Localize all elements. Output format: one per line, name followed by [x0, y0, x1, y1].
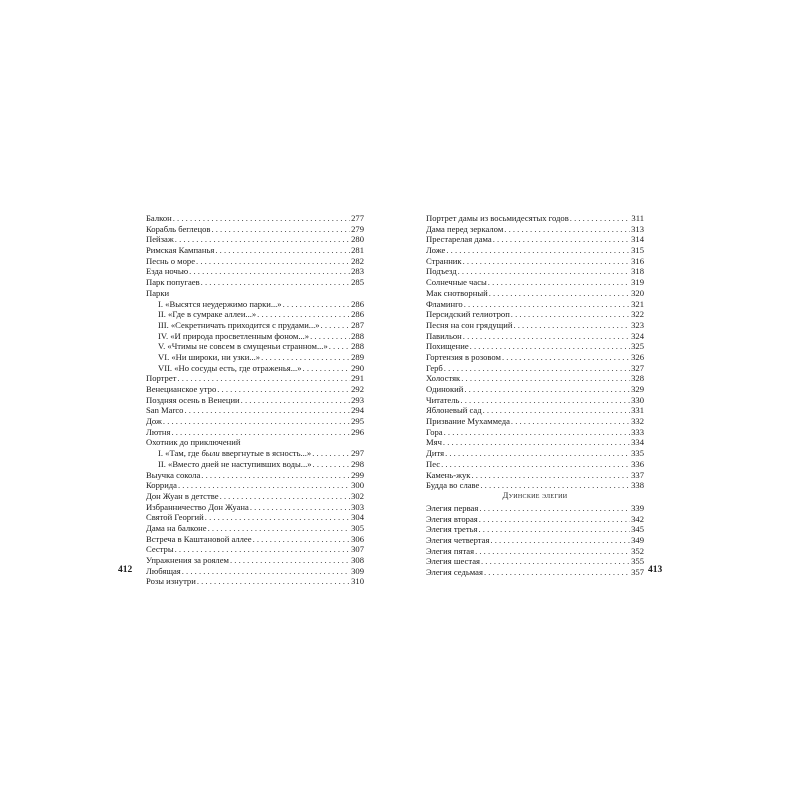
toc-entry: [146, 373, 364, 384]
toc-entry: [146, 491, 364, 502]
dot-leader: [173, 213, 350, 224]
toc-entry: [146, 437, 364, 448]
toc-entry-title: Мяч: [426, 437, 442, 448]
dot-leader: [241, 395, 350, 406]
dot-leader: [329, 341, 350, 352]
toc-entry-page: 298: [351, 458, 364, 469]
toc-entry: [146, 459, 364, 470]
toc-entry: [426, 245, 644, 256]
toc-entry-page: 283: [351, 266, 364, 277]
toc-entry-title: Мак снотворный: [426, 287, 488, 298]
dot-leader: [197, 576, 350, 587]
toc-entry-page: 280: [351, 234, 364, 245]
toc-entry: [146, 352, 364, 363]
toc-entry-page: 302: [351, 490, 364, 501]
toc-entry-title: Поздняя осень в Венеции: [146, 394, 240, 405]
toc-entry-title: Элегия пятая: [426, 545, 475, 556]
dot-leader: [479, 503, 630, 514]
toc-entry-title: Охотник до приключений: [146, 437, 241, 448]
toc-entry: [146, 299, 364, 310]
toc-entry: [146, 470, 364, 481]
toc-entry: [426, 503, 644, 514]
toc-entry-page: 339: [631, 503, 644, 513]
toc-entry: [146, 480, 364, 491]
toc-entry-title: Элегия шестая: [426, 556, 480, 567]
toc-entry-title: Гортензия в розовом: [426, 351, 501, 362]
toc-entry: [146, 213, 364, 224]
toc-entry-page: 297: [351, 448, 364, 459]
toc-entry-title: Любящая: [146, 565, 181, 576]
dot-leader: [570, 213, 631, 224]
toc-entry-title: Балкон: [146, 213, 172, 223]
toc-entry-title: Упражнения за роялем: [146, 555, 229, 565]
dot-leader: [445, 448, 630, 459]
toc-entry-page: 335: [631, 448, 644, 459]
toc-entry: [426, 459, 644, 470]
toc-entry: [146, 395, 364, 406]
toc-entry-page: 300: [351, 480, 364, 491]
toc-entry: [426, 373, 644, 384]
toc-entry-title: Пес: [426, 458, 441, 469]
toc-entry-title: Дож: [146, 416, 162, 427]
toc-entry-page: 329: [631, 384, 644, 394]
dot-leader: [217, 384, 350, 395]
toc-entry-title: Подъезд: [426, 266, 457, 277]
toc-entry: [426, 448, 644, 459]
toc-entry-title: Элегия первая: [426, 503, 479, 513]
dot-leader: [481, 556, 630, 567]
dot-leader: [460, 395, 630, 406]
toc-entry-title: Ложе: [426, 245, 446, 256]
toc-entry-title: Парк попугаев: [146, 277, 200, 288]
dot-leader: [446, 245, 630, 256]
toc-entry-title: Элегия третья: [426, 524, 478, 535]
toc-entry-title: I. «Высятся неудержимо парки...»: [158, 298, 282, 309]
toc-entry-page: 288: [351, 330, 364, 341]
toc-entry: [146, 320, 364, 331]
toc-entry: [146, 245, 364, 256]
dot-leader: [502, 352, 630, 363]
dot-leader: [493, 234, 630, 245]
dot-leader: [312, 448, 350, 459]
toc-entry-title: Святой Георгий: [146, 512, 204, 523]
toc-entry: [426, 213, 644, 224]
dot-leader: [220, 491, 351, 502]
toc-entry-page: 337: [631, 469, 644, 480]
toc-entry-title: Герб: [426, 362, 443, 373]
toc-entry-page: 338: [631, 480, 644, 491]
toc-entry: [426, 514, 644, 525]
toc-entry: [146, 363, 364, 374]
toc-entry-page: 303: [351, 501, 364, 512]
toc-entry-page: 307: [351, 544, 364, 555]
toc-entry-page: 308: [351, 555, 364, 565]
toc-entry-page: 319: [631, 277, 644, 288]
toc-entry-title: V. «Чтимы не совсем в смущеньи странном...»: [158, 341, 328, 352]
toc-entry-page: 311: [631, 213, 644, 223]
toc-entry: [426, 416, 644, 427]
toc-entry-page: 320: [631, 287, 644, 298]
toc-entry: [426, 546, 644, 557]
toc-entry: [426, 288, 644, 299]
dot-leader: [463, 331, 630, 342]
dot-leader: [511, 309, 630, 320]
toc-entry-page: 309: [351, 565, 364, 576]
toc-entry-page: 327: [631, 362, 644, 373]
toc-entry-title: Парки: [146, 287, 170, 298]
toc-entry: [146, 277, 364, 288]
toc-entry-page: 293: [351, 394, 364, 405]
toc-entry-title: Элегия седьмая: [426, 567, 483, 578]
toc-entry-title: Песня на сон грядущий: [426, 319, 513, 330]
toc-entry-page: 334: [631, 437, 644, 448]
toc-entry-title: Дон Жуан в детстве: [146, 490, 219, 501]
right-page: [400, 0, 800, 800]
toc-entry-page: 277: [351, 213, 364, 223]
dot-leader: [196, 256, 350, 267]
toc-entry: [426, 256, 644, 267]
dot-leader: [479, 514, 630, 525]
dot-leader: [475, 546, 630, 557]
dot-leader: [489, 288, 630, 299]
toc-entry-page: 314: [631, 234, 644, 245]
toc-entry: [146, 534, 364, 545]
toc-entry: [426, 437, 644, 448]
dot-leader: [313, 459, 351, 470]
toc-entry-page: 324: [631, 330, 644, 341]
toc-entry-page: 323: [631, 319, 644, 330]
toc-entry-title: Солнечные часы: [426, 277, 487, 288]
toc-entry-title: Римская Кампанья: [146, 245, 215, 256]
toc-entry: [146, 566, 364, 577]
toc-entry-page: 282: [351, 255, 364, 266]
dot-leader: [444, 363, 630, 374]
toc-entry-page: 304: [351, 512, 364, 523]
toc-entry: [146, 234, 364, 245]
toc-entry: [426, 224, 644, 235]
toc-entry: [426, 277, 644, 288]
toc-entry: [146, 523, 364, 534]
dot-leader: [201, 277, 350, 288]
toc-entry: [426, 556, 644, 567]
dot-leader: [321, 320, 351, 331]
dot-leader: [175, 234, 350, 245]
toc-entry: [146, 341, 364, 352]
toc-entry-page: 333: [631, 426, 644, 437]
dot-leader: [511, 416, 630, 427]
toc-entry-page: 288: [351, 341, 364, 352]
toc-entry-title: Дама перед зеркалом: [426, 223, 504, 234]
toc-entry: [146, 266, 364, 277]
toc-entry: [146, 256, 364, 267]
dot-leader: [250, 502, 350, 513]
toc-entry-title: VI. «Ни широки, ни узки...»: [158, 351, 261, 362]
toc-entry-title: VII. «Но сосуды есть, где отраженья...»: [158, 362, 302, 373]
toc-list-elegies: [426, 503, 644, 578]
toc-entry-title: Фламинго: [426, 298, 463, 309]
dot-leader: [443, 437, 630, 448]
toc-entry-title: Песнь о море: [146, 255, 196, 266]
toc-entry-page: 331: [631, 405, 644, 416]
toc-entry-title: Престарелая дама: [426, 234, 492, 245]
toc-list-right: [426, 213, 644, 491]
toc-entry: [146, 502, 364, 513]
toc-entry-title: Корабль беглецов: [146, 223, 211, 234]
toc-entry: [146, 288, 364, 299]
toc-entry: [146, 331, 364, 342]
dot-leader: [441, 459, 630, 470]
toc-entry: [426, 309, 644, 320]
toc-entry-title: IV. «И природа просветленным фоном...»: [158, 330, 310, 341]
dot-leader: [470, 341, 630, 352]
toc-entry-title: I. «Там, где были ввергнутые в ясность...»: [158, 448, 312, 459]
dot-leader: [208, 523, 351, 534]
toc-entry-page: 289: [351, 351, 364, 362]
dot-leader: [171, 427, 350, 438]
toc-entry-title: II. «Вместо дней не наступивших воды...»: [158, 458, 312, 469]
toc-entry-title: Дитя: [426, 448, 445, 459]
dot-leader: [484, 567, 630, 578]
dot-leader: [178, 480, 350, 491]
toc-entry-title: Гора: [426, 426, 443, 437]
toc-entry-page: 310: [351, 576, 364, 587]
dot-leader: [182, 566, 350, 577]
toc-entry: [146, 416, 364, 427]
toc-entry: [426, 524, 644, 535]
dot-leader: [464, 384, 630, 395]
toc-entry-page: 296: [351, 426, 364, 437]
toc-list-left: [146, 213, 364, 587]
toc-entry-title: Элегия четвертая: [426, 535, 490, 546]
dot-leader: [230, 555, 350, 566]
toc-entry: [426, 234, 644, 245]
toc-entry-title: Элегия вторая: [426, 513, 478, 524]
toc-entry: [426, 405, 644, 416]
toc-entry-page: 305: [351, 522, 364, 533]
toc-entry-page: 345: [631, 524, 644, 535]
toc-entry: [426, 331, 644, 342]
toc-entry-page: 321: [631, 298, 644, 309]
toc-entry: [426, 535, 644, 546]
toc-entry-title: Призвание Мухаммеда: [426, 416, 510, 427]
toc-entry-title: Встреча в Каштановой аллее: [146, 533, 252, 544]
toc-entry: [146, 555, 364, 566]
toc-entry-page: 328: [631, 373, 644, 384]
toc-entry-title: Камень-жук: [426, 469, 471, 480]
dot-leader: [201, 470, 350, 481]
toc-entry-page: 294: [351, 405, 364, 416]
dot-leader: [513, 320, 630, 331]
toc-entry-page: 342: [631, 513, 644, 524]
toc-entry-title: Похищение: [426, 341, 469, 352]
dot-leader: [257, 309, 350, 320]
dot-leader: [175, 544, 350, 555]
dot-leader: [471, 470, 630, 481]
toc-entry-page: 355: [631, 556, 644, 567]
toc-entry: [426, 266, 644, 277]
toc-entry-page: 292: [351, 384, 364, 394]
toc-entry-page: 336: [631, 458, 644, 469]
page-number-right: 413: [648, 565, 663, 575]
dot-leader: [177, 373, 350, 384]
toc-entry-page: 318: [631, 266, 644, 277]
toc-entry-title: Розы изнутри: [146, 576, 196, 587]
toc-entry-page: 279: [351, 223, 364, 234]
toc-entry-title: Портрет: [146, 373, 177, 384]
section-heading: Дуинские элегии: [502, 490, 568, 500]
toc-entry-page: 287: [351, 319, 364, 330]
toc-entry: [426, 567, 644, 578]
toc-entry-title: Выучка сокола: [146, 469, 201, 480]
toc-entry: [146, 448, 364, 459]
toc-entry-title: Яблоневый сад: [426, 405, 482, 416]
toc-entry-title: Портрет дамы из восьмидесятых годов: [426, 213, 569, 223]
toc-entry-title: Будда во славе: [426, 480, 480, 491]
toc-entry-title: Холостяк: [426, 373, 461, 384]
toc-entry-page: 322: [631, 309, 644, 320]
toc-entry-title: Персидский гелиотроп: [426, 309, 510, 320]
toc-entry: [426, 395, 644, 406]
toc-entry-title: Читатель: [426, 394, 460, 405]
toc-entry: [426, 299, 644, 310]
dot-leader: [490, 535, 630, 546]
toc-entry-page: 285: [351, 277, 364, 288]
toc-entry-title: Венецианское утро: [146, 384, 217, 394]
dot-leader: [483, 405, 631, 416]
toc-entry-page: 286: [351, 298, 364, 309]
toc-entry-title: Лютня: [146, 426, 171, 437]
dot-leader: [283, 299, 351, 310]
toc-entry-page: 332: [631, 416, 644, 427]
toc-entry-title: II. «Где в сумраке аллеи...»: [158, 309, 257, 320]
toc-entry-page: 325: [631, 341, 644, 352]
toc-entry: [426, 384, 644, 395]
toc-entry-page: 306: [351, 533, 364, 544]
page-number-left: 412: [118, 565, 133, 575]
toc-entry: [426, 470, 644, 481]
toc-entry-page: 295: [351, 416, 364, 427]
toc-entry-title: Странник: [426, 255, 462, 266]
toc-entry: [146, 544, 364, 555]
dot-leader: [211, 224, 350, 235]
dot-leader: [310, 331, 350, 342]
toc-entry: [146, 512, 364, 523]
toc-entry-page: 326: [631, 351, 644, 362]
toc-entry-title: San Marco: [146, 405, 184, 416]
toc-entry-page: 286: [351, 309, 364, 320]
toc-entry-title: Дама на балконе: [146, 522, 207, 533]
toc-entry-page: 313: [631, 223, 644, 234]
toc-entry: [426, 427, 644, 438]
toc-entry-title: III. «Секретничать приходится с прудами...»: [158, 319, 320, 330]
dot-leader: [261, 352, 350, 363]
toc-entry: [146, 576, 364, 587]
toc-entry: [146, 224, 364, 235]
dot-leader: [461, 373, 630, 384]
toc-entry: [426, 363, 644, 374]
dot-leader: [479, 524, 631, 535]
dot-leader: [205, 512, 350, 523]
toc-entry-title: Одинокий: [426, 384, 464, 394]
toc-entry-page: 357: [631, 567, 644, 578]
dot-leader: [163, 416, 350, 427]
dot-leader: [464, 299, 630, 310]
dot-leader: [444, 427, 630, 438]
toc-entry: [146, 384, 364, 395]
toc-entry-page: 315: [631, 245, 644, 256]
toc-entry-title: Павильон: [426, 330, 462, 341]
toc-entry-page: 349: [631, 535, 644, 546]
toc-entry-title: Пейзаж: [146, 234, 174, 245]
toc-entry: [426, 341, 644, 352]
toc-entry: [426, 320, 644, 331]
dot-leader: [488, 277, 630, 288]
toc-entry-title: Езда ночью: [146, 266, 189, 277]
dot-leader: [504, 224, 630, 235]
dot-leader: [463, 256, 631, 267]
toc-entry-page: 352: [631, 545, 644, 556]
toc-entry-page: 330: [631, 394, 644, 405]
toc-entry-title: Избранничество Дон Жуана: [146, 501, 249, 512]
dot-leader: [253, 534, 351, 545]
toc-entry: [146, 309, 364, 320]
dot-leader: [303, 363, 351, 374]
dot-leader: [189, 266, 350, 277]
toc-entry-title: Коррида: [146, 480, 177, 491]
toc-entry-title: Сестры: [146, 544, 174, 555]
toc-entry-page: 291: [351, 373, 364, 384]
dot-leader: [458, 266, 631, 277]
toc-entry-page: 290: [351, 362, 364, 373]
dot-leader: [184, 405, 350, 416]
toc-entry: [426, 352, 644, 363]
dot-leader: [215, 245, 350, 256]
toc-entry-page: 299: [351, 469, 364, 480]
toc-entry-page: 316: [631, 255, 644, 266]
toc-entry: [146, 427, 364, 438]
toc-entry-page: 281: [351, 245, 364, 256]
toc-entry: [146, 405, 364, 416]
